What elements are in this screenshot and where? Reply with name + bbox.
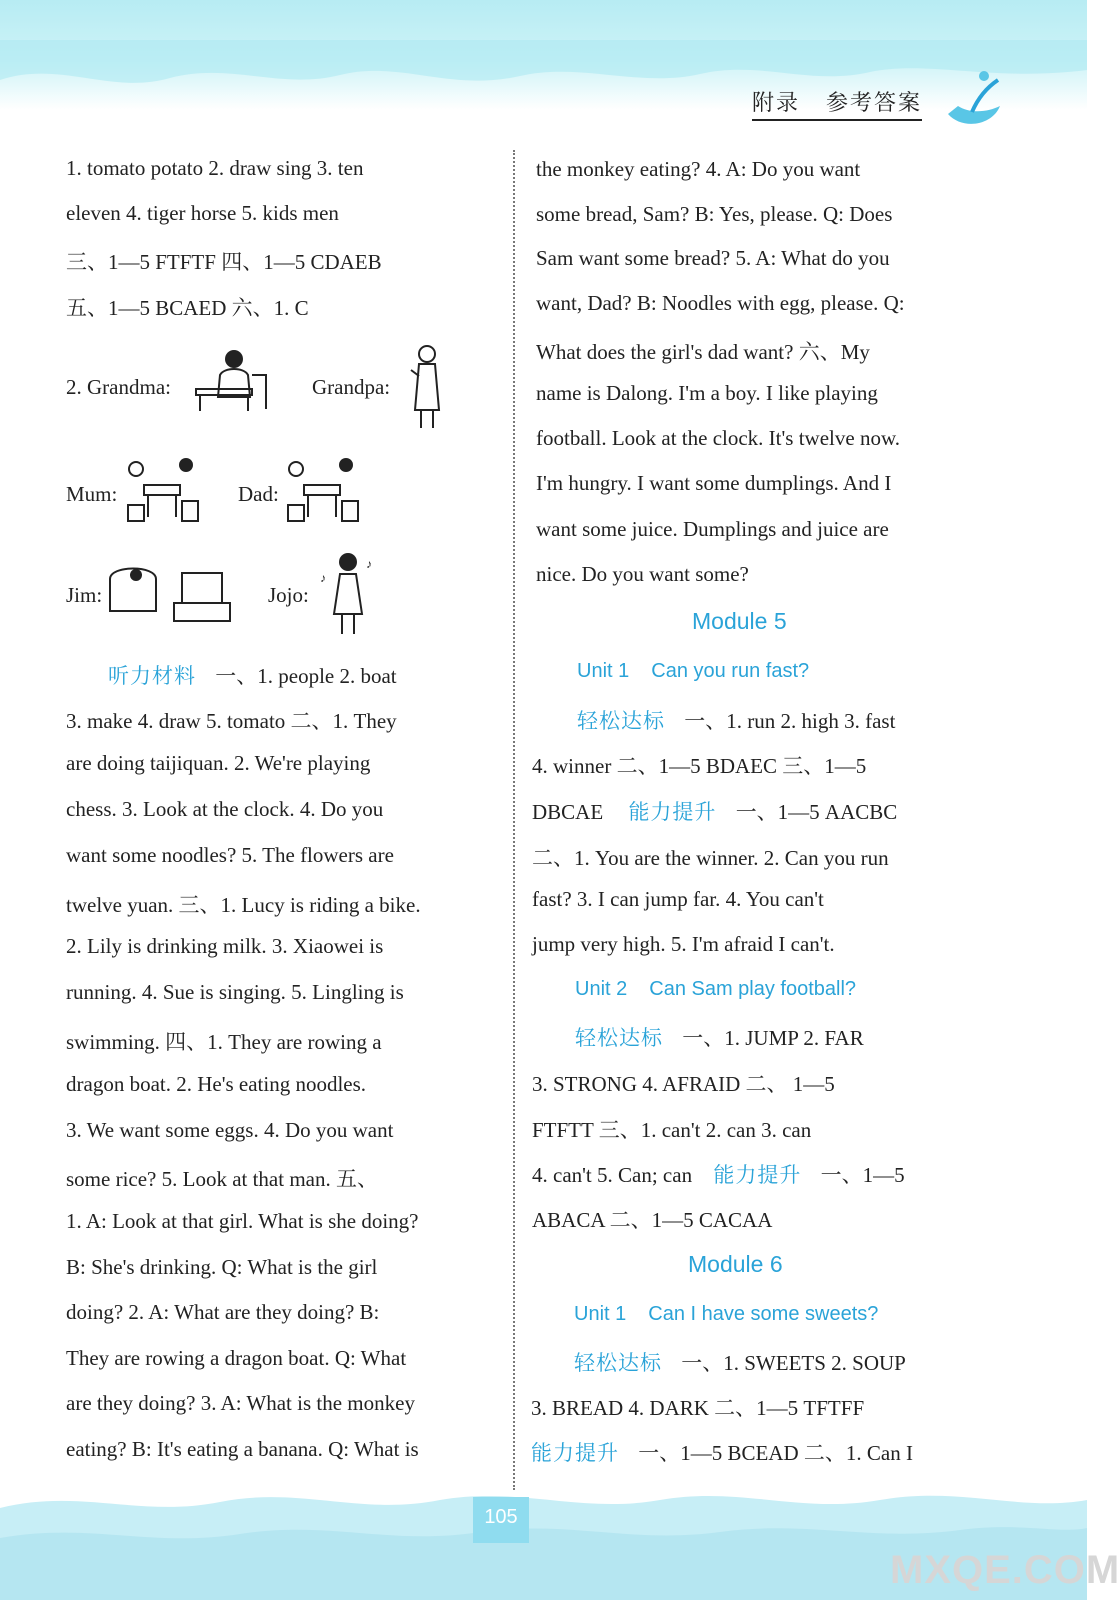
answer-line: [532, 1159, 905, 1189]
girl-on-phone-picture: [405, 340, 445, 435]
ability-up-tag: 能力提升: [531, 1441, 619, 1465]
module-6-heading: Module 6: [688, 1251, 783, 1277]
answer-line: 4. winner 二、1—5 BDAEC 三、1—5: [532, 754, 867, 778]
page-number: 105: [473, 1497, 529, 1543]
answer-text: 一、1—5 BCEAD 二、1. Can I: [638, 1441, 913, 1465]
answer-line: 二、1. You are the winner. 2. Can you run: [532, 846, 889, 870]
header-title: [752, 86, 922, 121]
unit-title: Can I have some sweets?: [648, 1303, 879, 1325]
answer-line: running. 4. Sue is singing. 5. Lingling is: [66, 980, 404, 1004]
answer-line: dragon boat. 2. He's eating noodles.: [66, 1072, 367, 1096]
jim-label: Jim:: [66, 583, 103, 607]
answer-line: [575, 1022, 864, 1052]
answer-line: 3. We want some eggs. 4. Do you want: [66, 1118, 394, 1142]
leaf-logo-icon: [940, 66, 1010, 136]
answer-text: 4. can't 5. Can; can: [532, 1163, 698, 1187]
girl-singing-picture: [314, 548, 380, 638]
answer-line: [577, 705, 895, 735]
wave-decoration: [0, 40, 1087, 110]
playing-chess-picture: [282, 455, 362, 527]
answer-line: FTFTT 三、1. can't 2. can 3. can: [532, 1118, 812, 1142]
unit-number: Unit 1: [574, 1303, 627, 1325]
watching-tv-picture: [106, 555, 230, 627]
answer-text: 一、1—5: [815, 1163, 905, 1187]
answer-line: are they doing? 3. A: What is the monkey: [66, 1391, 415, 1415]
answer-line: doing? 2. A: What are they doing? B:: [66, 1300, 380, 1324]
answer-line: What does the girl's dad want? 六、My: [536, 340, 870, 364]
listening-material-tag: 听力材料: [108, 664, 196, 688]
svg-text:♪: ♪: [320, 571, 326, 585]
answer-line: want some juice. Dumplings and juice are: [536, 517, 889, 541]
answer-line: football. Look at the clock. It's twelve now.: [536, 426, 900, 450]
answer-line: the monkey eating? 4. A: Do you want: [536, 157, 861, 181]
answer-line: eating? B: It's eating a banana. Q: What is: [66, 1437, 419, 1461]
unit-heading: [575, 978, 856, 1001]
answer-line: twelve yuan. 三、1. Lucy is riding a bike.: [66, 893, 421, 917]
answer-line: They are rowing a dragon boat. Q: What: [66, 1346, 407, 1370]
easy-pass-tag: 轻松达标: [577, 709, 665, 733]
answer-line: nice. Do you want some?: [536, 562, 749, 586]
ability-up-tag: 能力提升: [713, 1163, 802, 1187]
answer-line: 1. A: Look at that girl. What is she doing?: [66, 1209, 419, 1233]
answer-line: chess. 3. Look at the clock. 4. Do you: [66, 797, 384, 821]
unit-heading: [577, 660, 809, 683]
answer-line: I'm hungry. I want some dumplings. And I: [536, 471, 892, 495]
answer-line: fast? 3. I can jump far. 4. You can't: [532, 887, 824, 911]
answer-line: Sam want some bread? 5. A: What do you: [536, 246, 890, 270]
unit-heading: [574, 1303, 878, 1326]
answer-text: 一、1. people 2. boat: [215, 664, 397, 688]
answer-line: jump very high. 5. I'm afraid I can't.: [532, 932, 835, 956]
answer-line: ABACA 二、1—5 CACAA: [532, 1208, 773, 1232]
jojo-label: Jojo:: [268, 583, 309, 607]
unit-number: Unit 2: [575, 978, 628, 1000]
answer-text: 一、1—5 AACBC: [730, 800, 898, 824]
easy-pass-tag: 轻松达标: [575, 1026, 663, 1050]
grandma-label: 2. Grandma:: [66, 375, 171, 399]
unit-title: Can Sam play football?: [649, 978, 857, 1000]
answer-line: [531, 1437, 913, 1467]
answer-line: 五、1—5 BCAED 六、1. C: [66, 296, 309, 320]
answer-line: 1. tomato potato 2. draw sing 3. ten: [66, 156, 364, 180]
answer-line: 3. BREAD 4. DARK 二、1—5 TFTFF: [531, 1396, 865, 1420]
answer-line: 3. make 4. draw 5. tomato 二、1. They: [66, 709, 397, 733]
grandpa-label: Grandpa:: [312, 375, 391, 399]
unit-number: Unit 1: [577, 660, 630, 682]
answer-text: 一、1. SWEETS 2. SOUP: [681, 1351, 906, 1375]
answer-line: want, Dad? B: Noodles with egg, please. Q:: [536, 291, 905, 315]
answer-line: 2. Lily is drinking milk. 3. Xiaowei is: [66, 934, 384, 958]
answer-text: DBCAE: [532, 800, 609, 824]
answer-text: 一、1. JUMP 2. FAR: [682, 1026, 864, 1050]
playing-chess-picture: [122, 455, 202, 527]
answer-line: [574, 1347, 906, 1377]
answer-line: [532, 796, 897, 826]
easy-pass-tag: 轻松达标: [574, 1351, 662, 1375]
answer-line: eleven 4. tiger horse 5. kids men: [66, 201, 339, 225]
mum-label: Mum:: [66, 482, 118, 506]
answer-line: some rice? 5. Look at that man. 五、: [66, 1167, 378, 1191]
answer-line: 3. STRONG 4. AFRAID 二、 1—5: [532, 1072, 835, 1096]
grandma-reading-picture: [190, 345, 270, 415]
answer-key-label: 参考答案: [826, 91, 923, 116]
answer-line: B: She's drinking. Q: What is the girl: [66, 1255, 378, 1279]
listening-material-line: [108, 660, 397, 690]
answer-line: name is Dalong. I'm a boy. I like playing: [536, 381, 878, 405]
dad-label: Dad:: [238, 482, 279, 506]
column-divider: [513, 150, 515, 1490]
answer-text: 一、1. run 2. high 3. fast: [684, 709, 896, 733]
svg-text:♪: ♪: [366, 557, 372, 571]
appendix-label: 附录: [752, 91, 801, 116]
answer-line: want some noodles? 5. The flowers are: [66, 843, 394, 867]
watermark-text: MXQE.COM: [890, 1548, 1120, 1592]
answer-line: swimming. 四、1. They are rowing a: [66, 1030, 382, 1054]
unit-title: Can you run fast?: [651, 660, 810, 682]
answer-line: are doing taijiquan. 2. We're playing: [66, 751, 371, 775]
ability-up-tag: 能力提升: [628, 800, 717, 824]
answer-line: 三、1—5 FTFTF 四、1—5 CDAEB: [66, 250, 382, 274]
answer-line: some bread, Sam? B: Yes, please. Q: Does: [536, 202, 893, 226]
module-5-heading: Module 5: [692, 608, 787, 634]
